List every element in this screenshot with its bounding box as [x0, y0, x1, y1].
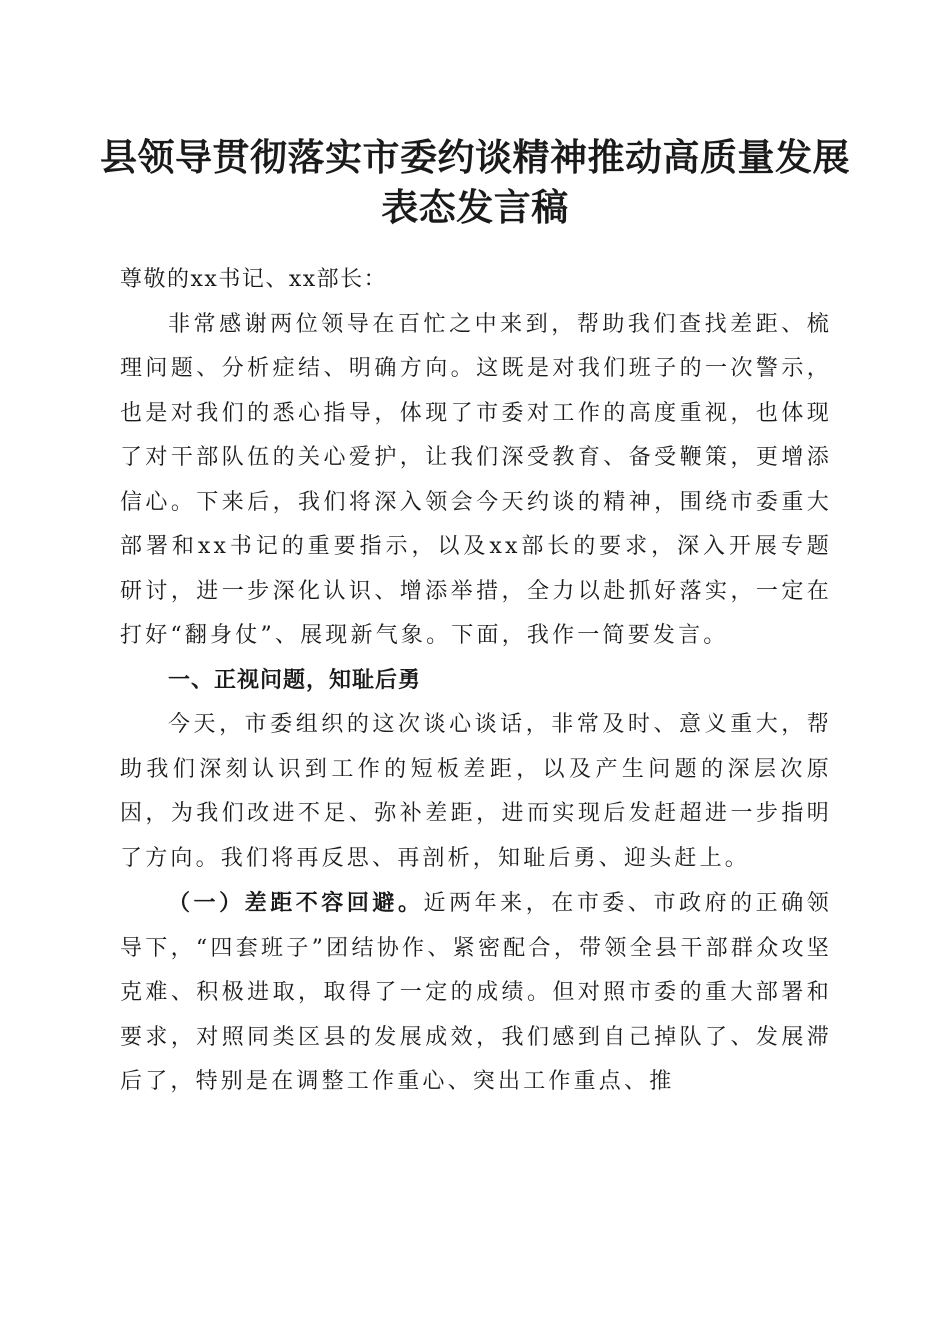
subsection-lead: （一）差距不容回避。 [168, 890, 424, 916]
document-body [120, 258, 832, 1105]
document-title [100, 132, 850, 232]
paragraph-intro: 非常感谢两位领导在百忙之中来到，帮助我们查找差距、梳理问题、分析症结、明确方向。这既是对我们班子的一次警示，也是对我们的悉心指导，体现了市委对工作的高度重视，也体现了对干部队伍的关心爱护，让我们深受教育、备受鞭策，更增添信心。下来后，我们将深入领会今天约谈的精神，围绕市委重大部署和xx书记的重要指示，以及xx部长的要求，深入开展专题研讨，进一步深化认识、增添举措，全力以赴抓好落实，一定在打好“翻身仗”、展现新气象。下面，我作一简要发言。 [120, 311, 832, 648]
salutation: 尊敬的xx书记、xx部长： [120, 267, 388, 292]
title-line-1: 县领导贯彻落实市委约谈精神推动高质量发展 [100, 135, 850, 179]
paragraph-subsection-1 [120, 881, 832, 1105]
title-line-2: 表态发言稿 [381, 185, 569, 229]
section-heading-1: 一、正视问题，知耻后勇 [168, 667, 422, 693]
subsection-body: 近两年来，在市委、市政府的正确领导下，“四套班子”团结协作、紧密配合，带领全县干部群众攻坚克难、积极进取，取得了一定的成绩。但对照市委的重大部署和要求，对照同类区县的发展成效，我们感到自己掉队了、发展滞后了，特别是在调整工作重心、突出工作重点、推 [120, 891, 832, 1094]
paragraph-section-1: 今天，市委组织的这次谈心谈话，非常及时、意义重大，帮助我们深刻认识到工作的短板差距，以及产生问题的深层次原因，为我们改进不足、弥补差距，进而实现后发赶超进一步指明了方向。我们将再反思、再剖析，知耻后勇、迎头赶上。 [120, 712, 832, 871]
